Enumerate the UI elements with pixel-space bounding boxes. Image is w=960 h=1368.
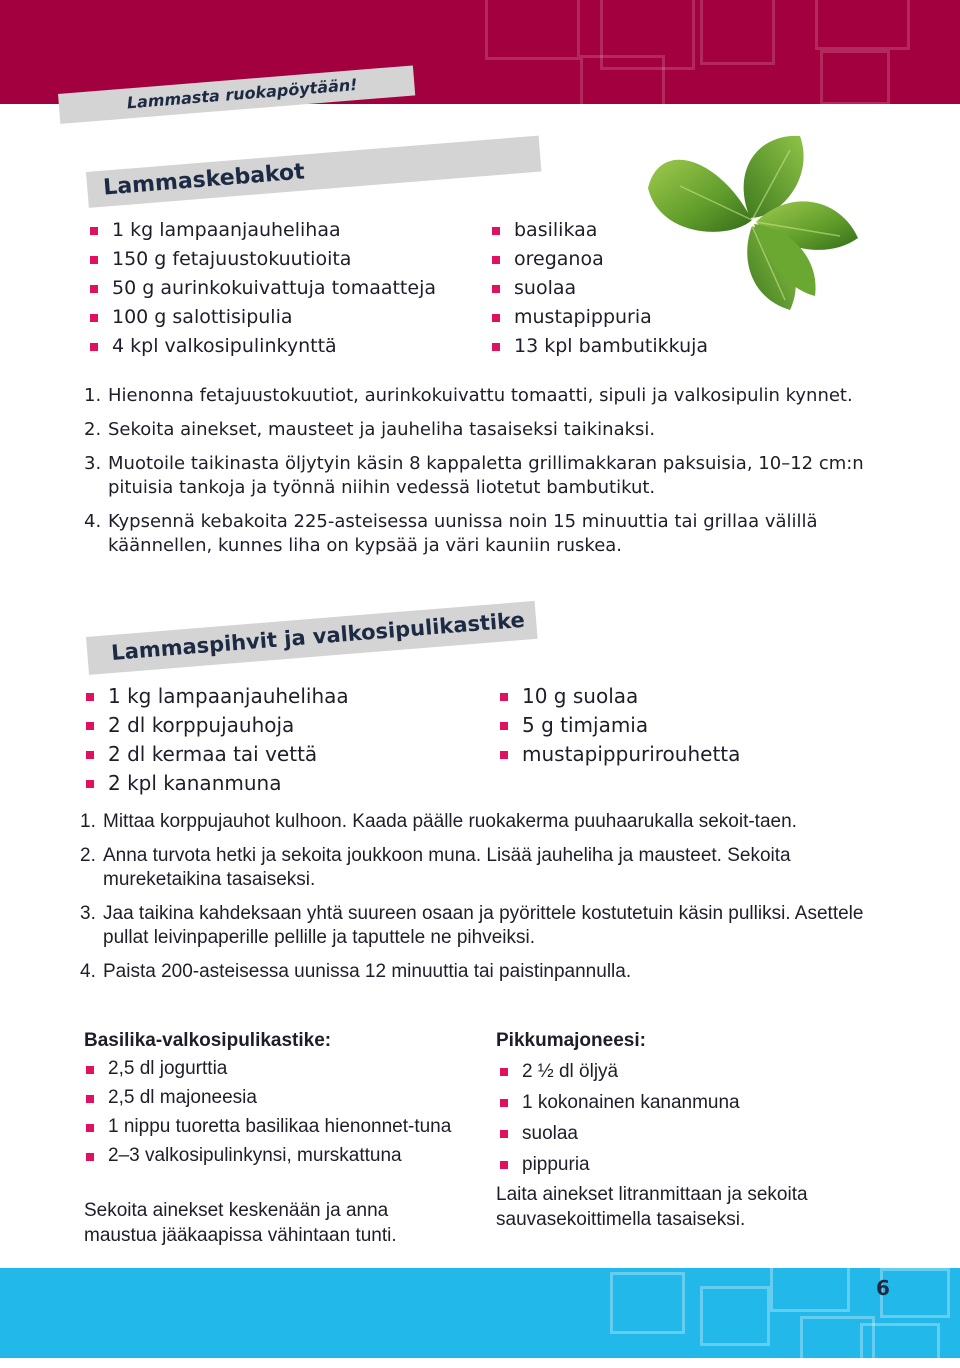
step-item [84,384,874,408]
ingredient-item: mustapippurirouhetta [500,740,740,769]
decor-square [820,50,890,105]
step-text: Sekoita ainekset, mausteet ja jauheliha tasaiseksi taikinaksi. [108,419,656,440]
bullet-icon [90,285,98,293]
sauce-title: Basilika-valkosipulikastike: [84,1030,332,1051]
footer-band [0,1268,960,1358]
bullet-icon [500,1068,508,1076]
ingredient-item: suolaa [492,274,708,303]
bullet-icon [86,693,94,701]
ingredient-item: 13 kpl bambutikkuja [492,332,708,361]
bullet-icon [500,1130,508,1138]
ingredient-item: 50 g aurinkokuivattuja tomaatteja [90,274,436,303]
ingredient-item: 150 g fetajuustokuutioita [90,245,436,274]
bullet-icon [86,1124,94,1132]
recipe2-ingredients-right [500,682,740,769]
step-number: 2. [84,419,102,440]
recipe1-steps [84,384,874,558]
recipe2-ingredients-left [86,682,349,798]
bullet-icon [500,1161,508,1169]
recipe1-ingredients-right [492,216,708,361]
page-number: 6 [876,1276,890,1300]
ingredient-item: 2 dl korppujauhoja [86,711,349,740]
ingredient-item: 2 ½ dl öljyä [500,1056,740,1087]
bullet-icon [90,227,98,235]
ingredient-item: 2 dl kermaa tai vettä [86,740,349,769]
bullet-icon [500,693,508,701]
decor-square [770,1262,850,1312]
bullet-icon [492,227,500,235]
bullet-icon [86,1153,94,1161]
ingredient-item: 2 kpl kananmuna [86,769,349,798]
tagline: Lammasta ruokapöytään! [126,74,359,113]
ingredient-item: 1 kokonainen kananmuna [500,1087,740,1118]
step-text: Anna turvota hetki ja sekoita joukkoon muna. Lisää jauheliha ja mausteet. Sekoita mureketaikina tasaiseksi. [103,845,791,890]
step-text: Kypsennä kebakoita 225-asteisessa uunissa noin 15 minuuttia tai grillaa välillä käännellen, kunnes liha on kypsää ja väri kauniin ruskea. [108,511,818,556]
step-item [80,810,880,834]
step-number: 4. [80,961,96,982]
recipe1-title: Lammaskebakot [102,159,306,201]
step-item [80,902,880,950]
ingredient-item: 2–3 valkosipulinkynsi, murskattuna [86,1143,486,1169]
step-number: 3. [84,453,102,474]
step-item [84,418,874,442]
step-number: 4. [84,511,102,532]
step-text: Jaa taikina kahdeksaan yhtä suureen osaan ja pyörittele kostutetuin käsin pulliksi. Asettele pullat leivinpaperille pellille ja taputtele ne pihveiksi. [103,903,864,948]
recipe2-title: Lammaspihvit ja valkosipulikastike [110,607,526,665]
recipe2-title-banner [86,601,538,675]
decor-square [580,55,665,115]
bullet-icon [492,256,500,264]
step-number: 1. [80,811,96,832]
ingredient-item: 2,5 dl majoneesia [86,1085,486,1111]
bullet-icon [86,722,94,730]
bullet-icon [500,751,508,759]
ingredient-item: 1 kg lampaanjauhelihaa [86,682,349,711]
mayo-title: Pikkumajoneesi: [496,1030,646,1051]
step-number: 1. [84,385,102,406]
step-text: Paista 200-asteisessa uunissa 12 minuuttia tai paistinpannulla. [103,961,632,982]
bullet-icon [86,1066,94,1074]
step-item [80,844,880,892]
decor-square [485,0,580,60]
bullet-icon [86,780,94,788]
ingredient-item: 5 g timjamia [500,711,740,740]
decor-square [610,1272,685,1334]
mayo-note: Laita ainekset litranmittaan ja sekoita sauvasekoittimella tasaiseksi. [496,1184,808,1230]
recipe1-ingredients-left [90,216,436,361]
bullet-icon [492,314,500,322]
step-number: 2. [80,845,96,866]
ingredient-item: 10 g suolaa [500,682,740,711]
ingredient-item: mustapippuria [492,303,708,332]
ingredient-item: 1 nippu tuoretta basilikaa hienonnet-tuna [86,1114,468,1140]
bullet-icon [86,751,94,759]
step-text: Hienonna fetajuustokuutiot, aurinkokuivattu tomaatti, sipuli ja valkosipulin kynnet. [108,385,853,406]
bullet-icon [90,314,98,322]
ingredient-item: basilikaa [492,216,708,245]
step-text: Mittaa korppujauhot kulhoon. Kaada päälle ruokakerma puuhaarukalla sekoit-taen. [103,811,797,832]
bullet-icon [86,1095,94,1103]
ingredient-item: oreganoa [492,245,708,274]
step-text: Muotoile taikinasta öljytyin käsin 8 kappaletta grillimakkaran paksuisia, 10–12 cm:n pituisia tankoja ja työnnä niihin vedessä liotetut bambutikut. [108,453,864,498]
sauce-note: Sekoita ainekset keskenään ja anna maustua jääkaapissa vähintaan tunti. [84,1200,397,1246]
ingredient-item: 1 kg lampaanjauhelihaa [90,216,436,245]
ingredient-item: pippuria [500,1149,740,1180]
ingredient-item: 100 g salottisipulia [90,303,436,332]
ingredient-item: 4 kpl valkosipulinkynttä [90,332,436,361]
bullet-icon [492,343,500,351]
decor-square [700,0,775,65]
decor-square [880,1268,950,1318]
step-item [80,960,880,984]
decor-square [700,1286,770,1346]
bullet-icon [500,722,508,730]
bullet-icon [500,1099,508,1107]
recipe2-steps [80,810,880,984]
step-number: 3. [80,903,96,924]
decor-square [815,0,910,50]
ingredient-item: suolaa [500,1118,740,1149]
bullet-icon [90,343,98,351]
mayo-ingredients [500,1056,740,1180]
sauce-ingredients [86,1056,486,1169]
step-item [84,510,874,558]
bullet-icon [90,256,98,264]
ingredient-item: 2,5 dl jogurttia [86,1056,486,1082]
bullet-icon [492,285,500,293]
recipe1-title-banner [86,136,541,208]
step-item [84,452,874,500]
decor-square [860,1323,940,1368]
